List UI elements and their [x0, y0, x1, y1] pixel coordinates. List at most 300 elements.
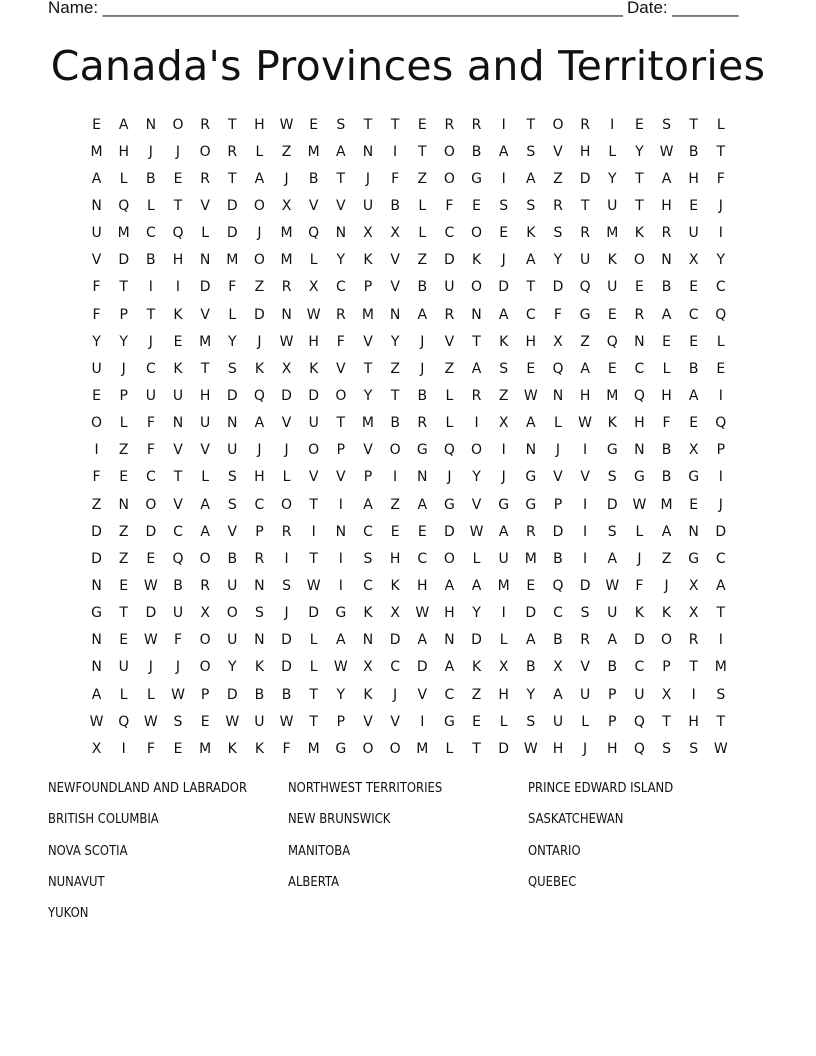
- grid-letter: X: [688, 605, 699, 622]
- page-title: Canada's Provinces and Territories: [50, 42, 766, 90]
- grid-letter: G: [688, 550, 700, 567]
- word-list-item: MANITOBA: [288, 842, 351, 859]
- date-line: Date: _______: [627, 0, 739, 17]
- grid-letter: D: [389, 632, 401, 649]
- grid-letter: X: [688, 577, 699, 594]
- grid-letter: E: [92, 387, 101, 404]
- grid-letter: I: [501, 170, 506, 187]
- grid-letter: D: [552, 279, 564, 296]
- grid-letter: J: [121, 360, 126, 377]
- grid-letter: T: [309, 713, 318, 730]
- grid-letter: Q: [172, 550, 184, 567]
- grid-letter: J: [257, 442, 262, 459]
- grid-letter: A: [526, 415, 536, 432]
- grid-letter: I: [583, 523, 588, 540]
- grid-letter: A: [200, 523, 210, 540]
- grid-letter: A: [688, 387, 699, 404]
- grid-letter: O: [471, 279, 483, 296]
- grid-letter: D: [552, 523, 564, 540]
- grid-letter: W: [89, 713, 104, 730]
- grid-letter: N: [362, 632, 374, 649]
- grid-letter: K: [471, 252, 482, 269]
- grid-letter: M: [524, 550, 537, 567]
- grid-letter: I: [311, 523, 316, 540]
- grid-letter: W: [469, 523, 484, 540]
- grid-letter: N: [91, 659, 102, 676]
- grid-letter: V: [308, 197, 319, 214]
- grid-letter: B: [661, 279, 672, 296]
- grid-letter: T: [309, 686, 318, 703]
- grid-letter: L: [119, 415, 128, 432]
- grid-letter: G: [471, 170, 482, 187]
- grid-letter: N: [335, 523, 347, 540]
- grid-letter: O: [471, 225, 483, 242]
- grid-letter: S: [553, 225, 563, 242]
- grid-letter: L: [282, 469, 291, 486]
- grid-letter: T: [580, 197, 590, 214]
- grid-letter: Y: [119, 333, 128, 350]
- grid-letter: A: [417, 632, 428, 649]
- grid-letter: U: [498, 550, 509, 567]
- grid-letter: V: [173, 442, 183, 459]
- grid-letter: I: [718, 469, 723, 486]
- grid-letter: J: [420, 360, 425, 377]
- grid-letter: T: [689, 659, 698, 676]
- name-line: Name: _______________________________________________________: [48, 0, 623, 17]
- grid-letter: L: [309, 252, 318, 269]
- grid-letter: R: [200, 116, 210, 133]
- grid-letter: K: [363, 605, 373, 622]
- grid-letter: C: [145, 225, 156, 242]
- grid-letter: J: [284, 605, 289, 622]
- grid-letter: Y: [472, 605, 481, 622]
- grid-letter: Y: [336, 252, 346, 269]
- grid-letter: W: [659, 143, 674, 160]
- grid-letter: N: [362, 143, 374, 160]
- grid-letter: B: [173, 577, 183, 594]
- grid-letter: I: [583, 442, 588, 459]
- grid-letter: F: [146, 442, 155, 459]
- grid-letter: A: [607, 632, 618, 649]
- grid-letter: L: [418, 225, 427, 242]
- word-list-item: YUKON: [48, 905, 89, 922]
- grid-letter: R: [471, 116, 482, 133]
- grid-letter: Z: [390, 496, 400, 513]
- grid-letter: W: [171, 686, 185, 703]
- grid-letter: N: [634, 333, 645, 350]
- grid-letter: R: [254, 550, 265, 567]
- grid-letter: Z: [390, 360, 400, 377]
- grid-letter: P: [608, 713, 617, 730]
- grid-letter: L: [201, 225, 210, 242]
- grid-letter: Z: [580, 333, 590, 350]
- word-list-item: NUNAVUT: [48, 873, 105, 890]
- grid-letter: U: [172, 605, 184, 622]
- grid-letter: L: [635, 523, 644, 540]
- grid-letter: B: [146, 252, 156, 269]
- grid-letter: Y: [92, 333, 101, 350]
- grid-letter: I: [175, 279, 181, 296]
- grid-letter: D: [444, 252, 455, 269]
- grid-letter: R: [335, 306, 346, 323]
- grid-letter: B: [661, 442, 672, 459]
- name-date-line: [48, 0, 748, 20]
- grid-letter: V: [227, 523, 238, 540]
- grid-letter: L: [716, 333, 725, 350]
- grid-letter: H: [199, 387, 211, 404]
- grid-letter: J: [637, 550, 642, 567]
- grid-letter: Q: [606, 333, 618, 350]
- grid-letter: U: [308, 415, 319, 432]
- grid-letter: E: [634, 116, 644, 133]
- grid-letter: M: [361, 415, 375, 432]
- grid-letter: G: [335, 740, 347, 757]
- grid-letter: A: [200, 496, 210, 513]
- grid-letter: N: [91, 197, 102, 214]
- grid-letter: M: [606, 225, 619, 242]
- grid-letter: K: [254, 360, 264, 377]
- grid-letter: S: [227, 360, 237, 377]
- grid-letter: B: [417, 387, 428, 404]
- grid-letter: O: [443, 170, 455, 187]
- grid-letter: T: [689, 116, 698, 133]
- grid-letter: G: [606, 442, 618, 459]
- grid-letter: W: [143, 713, 158, 730]
- grid-letter: N: [661, 252, 672, 269]
- grid-letter: A: [526, 632, 536, 649]
- grid-letter: D: [579, 170, 591, 187]
- grid-letter: N: [389, 306, 401, 323]
- grid-letter: Q: [715, 415, 727, 432]
- word-list-item: NEWFOUNDLAND AND LABRADOR: [48, 780, 248, 796]
- grid-letter: R: [417, 415, 428, 432]
- grid-letter: I: [501, 605, 506, 622]
- grid-letter: C: [145, 469, 156, 486]
- grid-letter: Y: [390, 333, 400, 350]
- grid-letter: C: [525, 306, 536, 323]
- grid-letter: U: [444, 279, 455, 296]
- grid-letter: L: [662, 360, 671, 377]
- grid-letter: X: [498, 659, 509, 676]
- grid-letter: E: [689, 197, 699, 214]
- grid-letter: I: [718, 632, 723, 649]
- grid-letter: O: [253, 197, 265, 214]
- grid-letter: L: [499, 713, 508, 730]
- grid-letter: O: [199, 550, 211, 567]
- grid-letter: N: [227, 415, 238, 432]
- grid-letter: C: [254, 496, 265, 513]
- grid-letter: R: [200, 577, 210, 594]
- grid-letter: J: [583, 740, 588, 757]
- grid-letter: U: [91, 360, 102, 377]
- grid-letter: F: [282, 740, 291, 757]
- grid-letter: I: [501, 116, 506, 133]
- grid-letter: F: [92, 306, 101, 323]
- grid-letter: X: [553, 333, 563, 350]
- grid-letter: E: [716, 360, 726, 377]
- grid-letter: X: [281, 197, 292, 214]
- grid-letter: V: [363, 713, 373, 730]
- grid-letter: C: [715, 279, 726, 296]
- grid-letter: A: [661, 170, 672, 187]
- grid-letter: H: [254, 469, 265, 486]
- grid-letter: F: [146, 740, 155, 757]
- grid-letter: Z: [444, 360, 455, 377]
- grid-letter: R: [444, 116, 455, 133]
- grid-letter: I: [121, 740, 126, 757]
- grid-letter: I: [338, 550, 343, 567]
- grid-letter: K: [254, 740, 264, 757]
- grid-letter: J: [284, 170, 289, 187]
- grid-letter: F: [146, 415, 155, 432]
- grid-letter: X: [363, 225, 373, 242]
- grid-letter: U: [227, 442, 238, 459]
- grid-letter: Z: [553, 170, 563, 187]
- grid-letter: H: [254, 116, 265, 133]
- grid-letter: B: [553, 550, 563, 567]
- grid-letter: C: [145, 360, 156, 377]
- grid-letter: V: [200, 197, 210, 214]
- grid-letter: N: [91, 632, 102, 649]
- grid-letter: W: [279, 116, 294, 133]
- grid-letter: A: [91, 686, 102, 703]
- grid-letter: N: [118, 496, 129, 513]
- grid-letter: F: [336, 333, 345, 350]
- grid-letter: H: [579, 387, 591, 404]
- grid-letter: U: [118, 659, 129, 676]
- grid-letter: K: [634, 605, 644, 622]
- grid-letter: E: [119, 632, 129, 649]
- grid-letter: J: [447, 469, 452, 486]
- grid-letter: O: [253, 252, 265, 269]
- grid-letter: P: [200, 686, 210, 703]
- word-list-item: SASKATCHEWAN: [528, 811, 624, 828]
- grid-letter: M: [307, 740, 320, 757]
- grid-letter: U: [227, 632, 238, 649]
- grid-letter: P: [336, 713, 346, 730]
- word-search-grid: [83, 111, 734, 762]
- grid-letter: E: [526, 577, 536, 594]
- grid-letter: I: [393, 469, 398, 486]
- grid-letter: D: [471, 632, 482, 649]
- grid-letter: V: [91, 252, 102, 269]
- grid-letter: W: [306, 577, 321, 594]
- word-list-item: ALBERTA: [288, 873, 340, 890]
- grid-letter: C: [634, 360, 645, 377]
- grid-letter: K: [526, 225, 536, 242]
- grid-letter: I: [691, 686, 696, 703]
- grid-letter: E: [92, 116, 101, 133]
- grid-letter: K: [607, 252, 617, 269]
- grid-letter: Z: [471, 686, 482, 703]
- grid-letter: S: [282, 577, 291, 594]
- grid-letter: J: [175, 143, 181, 160]
- grid-letter: O: [199, 632, 211, 649]
- grid-letter: T: [472, 740, 481, 757]
- grid-letter: Y: [472, 469, 481, 486]
- grid-letter: A: [553, 686, 563, 703]
- grid-letter: Q: [633, 740, 645, 757]
- grid-letter: D: [281, 387, 292, 404]
- grid-letter: K: [309, 360, 319, 377]
- grid-letter: F: [173, 632, 183, 649]
- grid-letter: A: [471, 360, 482, 377]
- grid-letter: P: [363, 469, 373, 486]
- grid-letter: E: [119, 469, 129, 486]
- grid-letter: H: [389, 550, 401, 567]
- grid-letter: Q: [443, 442, 455, 459]
- grid-letter: E: [689, 333, 699, 350]
- grid-letter: M: [90, 143, 103, 160]
- grid-letter: L: [716, 116, 725, 133]
- grid-letter: U: [91, 225, 102, 242]
- grid-letter: W: [143, 577, 158, 594]
- grid-letter: S: [227, 469, 237, 486]
- grid-letter: G: [633, 469, 645, 486]
- grid-letter: X: [390, 225, 400, 242]
- grid-letter: N: [91, 577, 102, 594]
- grid-letter: S: [662, 740, 671, 757]
- grid-letter: Z: [661, 550, 672, 567]
- grid-letter: Y: [553, 252, 563, 269]
- grid-letter: H: [552, 740, 564, 757]
- grid-letter: I: [583, 550, 588, 567]
- grid-letter: Z: [118, 442, 129, 459]
- grid-letter: V: [308, 469, 319, 486]
- grid-letter: S: [689, 740, 699, 757]
- grid-letter: P: [119, 387, 128, 404]
- grid-letter: C: [335, 279, 346, 296]
- grid-letter: W: [279, 713, 294, 730]
- grid-letter: A: [336, 632, 346, 649]
- grid-letter: E: [390, 523, 400, 540]
- grid-letter: F: [553, 306, 562, 323]
- grid-letter: H: [444, 605, 455, 622]
- grid-letter: X: [363, 659, 373, 676]
- grid-letter: N: [552, 387, 564, 404]
- grid-letter: V: [580, 659, 590, 676]
- grid-letter: H: [688, 713, 699, 730]
- grid-letter: O: [389, 442, 401, 459]
- grid-letter: D: [226, 225, 238, 242]
- grid-letter: I: [718, 387, 723, 404]
- grid-letter: G: [525, 469, 537, 486]
- grid-letter: C: [417, 550, 428, 567]
- grid-letter: D: [199, 279, 211, 296]
- grid-letter: F: [445, 197, 454, 214]
- grid-letter: B: [471, 143, 482, 160]
- grid-letter: K: [173, 306, 183, 323]
- grid-letter: E: [662, 333, 671, 350]
- grid-letter: A: [526, 252, 536, 269]
- grid-letter: A: [580, 360, 590, 377]
- grid-letter: A: [607, 550, 618, 567]
- grid-letter: B: [146, 170, 156, 187]
- grid-letter: V: [417, 686, 428, 703]
- grid-letter: O: [362, 740, 374, 757]
- grid-letter: L: [309, 632, 318, 649]
- grid-letter: C: [634, 659, 645, 676]
- grid-letter: J: [664, 577, 669, 594]
- grid-letter: T: [309, 550, 318, 567]
- grid-letter: S: [526, 143, 536, 160]
- grid-letter: V: [200, 306, 210, 323]
- grid-letter: U: [607, 605, 618, 622]
- grid-letter: P: [255, 523, 264, 540]
- grid-letter: E: [689, 279, 699, 296]
- grid-letter: Q: [172, 225, 184, 242]
- grid-letter: K: [227, 740, 237, 757]
- grid-letter: I: [284, 550, 289, 567]
- grid-letter: L: [255, 143, 264, 160]
- grid-letter: E: [173, 740, 183, 757]
- grid-letter: A: [526, 170, 536, 187]
- grid-letter: A: [336, 143, 346, 160]
- grid-letter: M: [226, 252, 239, 269]
- grid-letter: V: [173, 496, 183, 513]
- grid-letter: S: [526, 713, 536, 730]
- grid-letter: D: [498, 279, 510, 296]
- grid-letter: V: [390, 279, 400, 296]
- grid-letter: T: [227, 170, 237, 187]
- grid-letter: O: [389, 740, 401, 757]
- grid-letter: D: [498, 740, 510, 757]
- grid-letter: A: [444, 659, 455, 676]
- grid-letter: R: [281, 523, 292, 540]
- grid-letter: O: [199, 659, 211, 676]
- grid-letter: L: [445, 387, 454, 404]
- grid-letter: L: [418, 197, 427, 214]
- grid-letter: W: [143, 632, 158, 649]
- grid-letter: B: [308, 170, 319, 187]
- grid-letter: D: [525, 605, 537, 622]
- grid-letter: I: [420, 713, 425, 730]
- grid-letter: T: [363, 360, 373, 377]
- grid-letter: T: [716, 605, 726, 622]
- grid-letter: Y: [716, 252, 726, 269]
- grid-letter: R: [661, 225, 672, 242]
- grid-letter: H: [172, 252, 184, 269]
- grid-letter: H: [606, 740, 618, 757]
- grid-letter: U: [607, 197, 618, 214]
- grid-letter: Q: [118, 713, 130, 730]
- grid-letter: R: [525, 523, 536, 540]
- grid-letter: U: [552, 713, 564, 730]
- grid-letter: K: [254, 659, 264, 676]
- grid-letter: N: [254, 577, 265, 594]
- grid-letter: T: [390, 387, 400, 404]
- grid-letter: W: [333, 659, 348, 676]
- grid-letter: E: [119, 577, 129, 594]
- grid-letter: Z: [417, 252, 428, 269]
- grid-letter: T: [119, 279, 128, 296]
- grid-letter: V: [200, 442, 210, 459]
- grid-letter: F: [228, 279, 237, 296]
- grid-letter: U: [200, 415, 211, 432]
- grid-letter: P: [662, 659, 671, 676]
- grid-letter: D: [633, 632, 645, 649]
- grid-letter: K: [471, 659, 482, 676]
- grid-letter: A: [363, 496, 373, 513]
- grid-letter: Q: [579, 279, 591, 296]
- grid-letter: J: [175, 659, 181, 676]
- grid-letter: G: [443, 713, 455, 730]
- grid-letter: K: [634, 225, 644, 242]
- grid-letter: Q: [552, 577, 564, 594]
- grid-letter: T: [526, 279, 536, 296]
- grid-letter: K: [390, 577, 400, 594]
- grid-letter: H: [661, 387, 672, 404]
